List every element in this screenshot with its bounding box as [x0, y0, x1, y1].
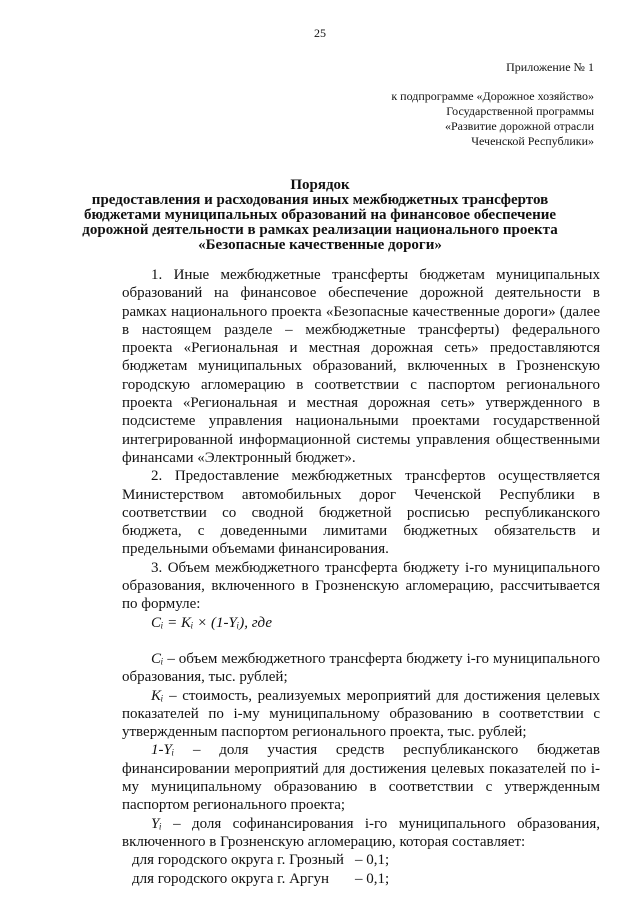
heading-line: дорожной деятельности в рамках реализации национального проекта: [82, 222, 558, 238]
rate-value: – 0,1;: [355, 870, 390, 887]
rate-row-argun: [132, 870, 600, 888]
heading-title: Порядок: [290, 177, 350, 193]
definition-c: [122, 650, 600, 687]
document-body: [122, 266, 600, 888]
definition-symbol: 1-Yᵢ: [151, 742, 175, 759]
paragraph-1: 1. Иные межбюджетные трансферты бюджетам муниципальных образований на финансовое обеспечение дорожной деятельности в рамках национального проекта «Безопасные качественные дороги» (далее в настоящем разделе – межбюджетные трансферты) федерального проекта «Региональная и местная дорожная сеть» предоставляются бюджетам муниципальных образований, включенных в Грозненскую городскую агломерацию в соответствии с паспортом регионального проекта «Региональная и местная дорожная сеть» утвержденного в подсистеме управления национальными проектами государственной интегрированной информационной системы управления общественными финансами «Электронный бюджет».: [122, 267, 600, 466]
definition-text: – доля софинансирования i-го муниципального образования, включенного в Грозненскую агломерацию, которая составляет:: [122, 815, 600, 850]
paragraph-2: 2. Предоставление межбюджетных трансфертов осуществляется Министерством автомобильных дорог Чеченской Республики в соответствии со сводной бюджетной росписью республиканского бюджета, с доведенными лимитами бюджетных обязательств и предельными объемами финансирования.: [122, 468, 600, 558]
formula: Cᵢ = Kᵢ × (1-Yᵢ), где: [151, 614, 272, 631]
paragraph-3: 3. Объем межбюджетного трансферта бюджету i-го муниципального образования, включенного в Грозненскую агломерацию, рассчитывается по формуле:: [122, 559, 600, 613]
definition-text: – объем межбюджетного трансферта бюджету i-го муниципального образования, тыс. рублей;: [122, 650, 600, 686]
heading-line: предоставления и расходования иных межбюджетных трансфертов: [91, 192, 549, 208]
definition-symbol: Cᵢ: [151, 650, 164, 667]
definition-symbol: Yᵢ: [151, 815, 162, 832]
document-heading: [60, 178, 580, 253]
rate-row-grozny: [132, 851, 600, 869]
appendix-title: Приложение № 1: [506, 60, 594, 74]
definition-k: [122, 687, 600, 742]
appendix-line: Государственной программы: [446, 104, 594, 118]
rate-label: для городского округа г. Грозный: [132, 852, 344, 869]
definition-text: – доля участия средств республиканского бюджетав финансировании мероприятий для достижения целевых показателей по i-му муниципальному образованию в соответствии с утвержденным паспортом регионального проекта;: [122, 742, 600, 814]
appendix-line: к подпрограмме «Дорожное хозяйство»: [391, 89, 594, 103]
definition-1-y: [122, 741, 600, 814]
appendix-block: [391, 60, 594, 149]
rate-label: для городского округа г. Аргун: [132, 870, 330, 887]
page-number: 25: [314, 26, 326, 40]
rate-value: – 0,1;: [355, 852, 390, 869]
appendix-line: «Развитие дорожной отрасли: [444, 119, 594, 133]
definition-symbol: Kᵢ: [151, 687, 164, 704]
heading-line: бюджетами муниципальных образований на финансовое обеспечение: [83, 207, 557, 223]
definition-y: [122, 815, 600, 852]
definition-text: – стоимость, реализуемых мероприятий для достижения целевых показателей по i-му муниципальному образованию в соответствии с утвержденным паспортом регионального проекта, тыс. рублей;: [122, 687, 600, 741]
heading-line: «Безопасные качественные дороги»: [198, 237, 442, 253]
appendix-line: Чеченской Республики»: [471, 134, 594, 148]
